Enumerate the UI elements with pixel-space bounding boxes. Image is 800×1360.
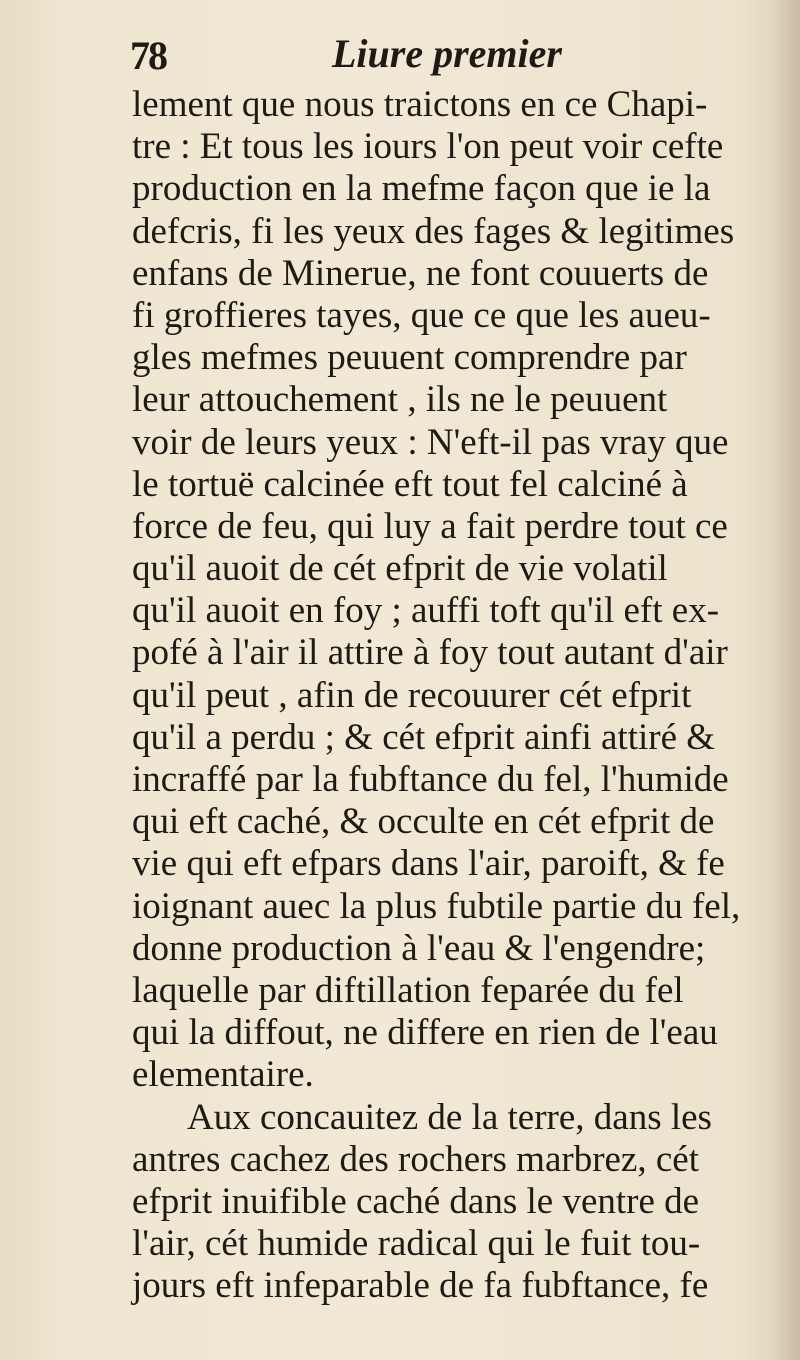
text-line: gles mefmes peuuent comprendre par: [132, 337, 687, 379]
body-text: [132, 84, 792, 1307]
text-line: laquelle par diftillation feparée du fel: [132, 969, 684, 1011]
text-line: antres cachez des rochers marbrez, cét: [132, 1138, 699, 1180]
text-line: jours eft infeparable de fa fubftance, fe: [132, 1265, 709, 1307]
text-line: fi groffieres tayes, que ce que les aueu-: [132, 294, 711, 336]
page-header: [120, 22, 640, 82]
text-line: ioignant auec la plus fubtile partie du fel,: [132, 885, 741, 927]
text-line: qui eft caché, & occulte en cét efprit de: [132, 801, 715, 843]
text-line: qu'il auoit en foy ; auffi toft qu'il eft ex-: [132, 590, 720, 632]
text-line: qui la diffout, ne differe en rien de l'eau: [132, 1012, 718, 1054]
text-line: enfans de Minerue, ne font couuerts de: [132, 252, 709, 294]
page-number: 78: [130, 33, 166, 78]
text-line: defcris, fi les yeux des fages & legitimes: [132, 210, 735, 252]
text-line: le tortuë calcinée eft tout fel calciné à: [132, 463, 688, 505]
text-line: tre : Et tous les iours l'on peut voir cefte: [132, 126, 724, 168]
text-line: qu'il auoit de cét efprit de vie volatil: [132, 548, 668, 590]
text-line: force de feu, qui luy a fait perdre tout ce: [132, 505, 728, 547]
running-title: Liure premier: [332, 31, 562, 76]
text-line: lement que nous traictons en ce Chapi-: [132, 84, 708, 125]
text-line: l'air, cét humide radical qui le fuit tou-: [132, 1223, 701, 1265]
text-line: voir de leurs yeux : N'eft-il pas vray que: [132, 421, 729, 463]
text-line: qu'il a perdu ; & cét efprit ainfi attiré &: [132, 716, 716, 758]
text-line: efprit inuifible caché dans le ventre de: [132, 1180, 700, 1222]
text-line: vie qui eft efpars dans l'air, paroift, & fe: [132, 843, 725, 885]
text-line: donne production à l'eau & l'engendre;: [132, 927, 706, 969]
text-line: qu'il peut , afin de recouurer cét efprit: [132, 674, 692, 716]
text-line: production en la mefme façon que ie la: [132, 168, 711, 210]
text-line: pofé à l'air il attire à foy tout autant d'air: [132, 632, 728, 674]
text-line: leur attouchement , ils ne le peuuent: [132, 379, 668, 421]
text-line: incraffé par la fubftance du fel, l'humide: [132, 759, 729, 800]
text-line: elementaire.: [132, 1054, 314, 1096]
paragraph-start-line: Aux concauitez de la terre, dans les: [187, 1096, 712, 1138]
